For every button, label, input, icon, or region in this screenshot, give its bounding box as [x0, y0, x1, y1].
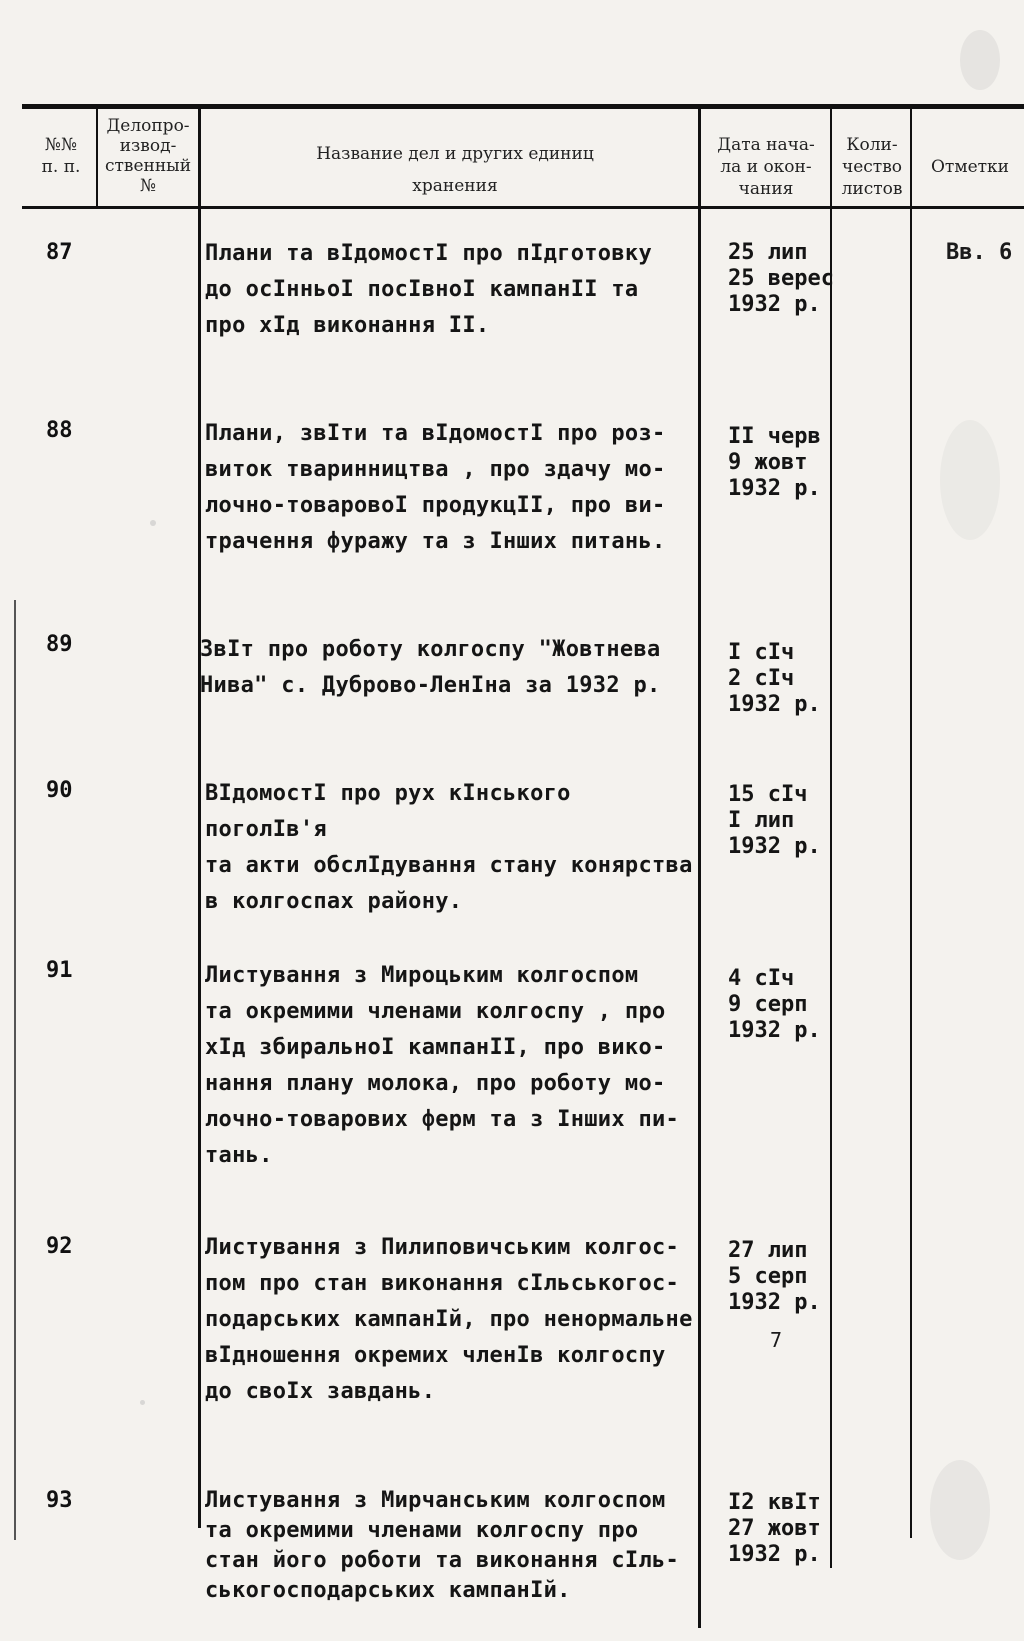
row-91-dates: 4 сIч 9 серп 1932 р. — [728, 966, 821, 1043]
scan-speck — [940, 420, 1000, 540]
row-92-dates: 27 лип 5 серп 1932 р. — [728, 1238, 821, 1315]
row-92-num: 92 — [46, 1234, 73, 1259]
header-title: Название дел и других единиц хранения — [316, 144, 594, 196]
row-91-title: Листування з Мироцьким колгоспом та окремими членами колгоспу , про хIд збиральноI кампанII, про вико- нання плану молока, про роботу мо- лочно-товарових ферм та з Iнших пи- тань. — [205, 963, 680, 1168]
row-93-num: 93 — [46, 1488, 73, 1513]
row-87-dates: 25 лип 25 верес 1932 р. — [728, 240, 834, 317]
header-dates: Дата нача- ла и окон- чания — [717, 135, 815, 199]
row-90-num: 90 — [46, 778, 73, 803]
row-92-note: 7 — [770, 1328, 783, 1352]
header-office-num: Делопро- извод- ственный № — [104, 116, 192, 196]
row-93-title: Листування з Мирчанським колгоспом та окремими членами колгоспу про стан його роботи та виконання сIль- ськогосподарських кампанIй. — [205, 1488, 680, 1603]
row-93-dates: I2 квIт 27 жовт 1932 р. — [728, 1490, 821, 1567]
row-88-dates: II черв 9 жовт 1932 р. — [728, 424, 821, 501]
row-89-num: 89 — [46, 632, 73, 657]
row-88-title: Плани, звIти та вIдомостI про роз- виток тваринництва , про здачу мо- лочно-товаровоI продукцII, про ви- трачення фуражу та з Iнших питань. — [205, 421, 666, 554]
left-margin-line — [14, 600, 16, 1540]
header-sheets: Коли- чество листов — [841, 135, 903, 199]
header-bottom-rule — [22, 206, 1024, 209]
row-87-title: Плани та вIдомостI про пIдготовку до осIнньоI посIвноI кампанII та про хIд виконання II. — [205, 241, 652, 338]
top-rule — [22, 104, 1024, 109]
col-divider-2 — [198, 108, 201, 1528]
row-92-title: Листування з Пилиповичським колгос- пом про стан виконання сIльськогос- подарських кампанIй, про ненормальне вIдношення окремих членIв колгоспу до своIх завдань. — [205, 1235, 693, 1404]
col-divider-1 — [96, 108, 98, 208]
row-87-note: Вв. 6 — [946, 240, 1013, 265]
scan-speck — [930, 1460, 990, 1560]
row-89-dates: I сIч 2 сIч 1932 р. — [728, 640, 821, 717]
row-91-num: 91 — [46, 958, 73, 983]
row-90-dates: 15 сIч I лип 1932 р. — [728, 782, 821, 859]
row-89-title: ЗвIт про роботу колгоспу "Жовтнева Нива" с. Дуброво-ЛенIна за 1932 р. — [200, 637, 661, 698]
row-88-num: 88 — [46, 418, 73, 443]
row-87-num: 87 — [46, 240, 73, 265]
col-divider-5 — [910, 108, 912, 1538]
scan-speck — [960, 30, 1000, 90]
header-num: №№ п. п. — [41, 135, 81, 177]
scan-speck — [140, 1400, 145, 1405]
header-notes: Отметки — [931, 157, 1009, 177]
scan-speck — [150, 520, 156, 526]
row-90-title: ВIдомостI про рух кIнського поголIв'я та акти обслIдування стану конярства в колгоспах району. — [205, 781, 693, 914]
